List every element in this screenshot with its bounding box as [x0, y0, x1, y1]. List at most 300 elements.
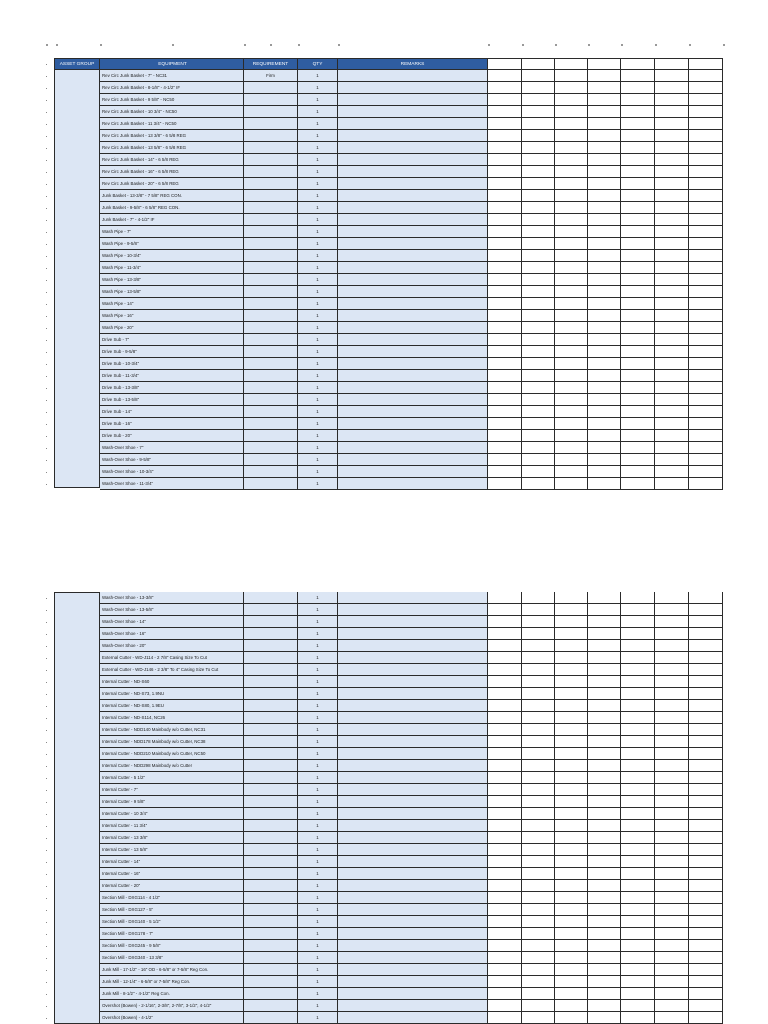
empty-cell[interactable]: [689, 676, 723, 688]
empty-cell[interactable]: [488, 322, 522, 334]
remarks-cell[interactable]: [338, 652, 488, 664]
empty-cell[interactable]: [689, 310, 723, 322]
requirement-cell[interactable]: [244, 1000, 298, 1012]
remarks-cell[interactable]: [338, 382, 488, 394]
empty-cell[interactable]: [588, 784, 621, 796]
qty-cell[interactable]: 1: [298, 616, 338, 628]
empty-cell[interactable]: [555, 988, 588, 1000]
empty-cell[interactable]: [655, 772, 689, 784]
empty-cell[interactable]: [522, 166, 555, 178]
empty-cell[interactable]: [621, 346, 655, 358]
empty-cell[interactable]: [655, 238, 689, 250]
remarks-cell[interactable]: [338, 1000, 488, 1012]
empty-cell[interactable]: [522, 712, 555, 724]
empty-cell[interactable]: [522, 988, 555, 1000]
remarks-cell[interactable]: [338, 394, 488, 406]
empty-cell[interactable]: [588, 796, 621, 808]
empty-cell[interactable]: [522, 892, 555, 904]
empty-cell[interactable]: [522, 190, 555, 202]
qty-cell[interactable]: 1: [298, 652, 338, 664]
qty-cell[interactable]: 1: [298, 940, 338, 952]
empty-cell[interactable]: [588, 358, 621, 370]
qty-cell[interactable]: 1: [298, 154, 338, 166]
empty-cell[interactable]: [555, 1000, 588, 1012]
qty-cell[interactable]: 1: [298, 928, 338, 940]
empty-cell[interactable]: [555, 250, 588, 262]
empty-cell[interactable]: [689, 796, 723, 808]
remarks-cell[interactable]: [338, 820, 488, 832]
empty-cell[interactable]: [655, 688, 689, 700]
qty-cell[interactable]: 1: [298, 190, 338, 202]
equipment-cell[interactable]: Internal Cutter - NDD178 Mainbody w/o Cutter, NC38: [100, 736, 244, 748]
empty-cell[interactable]: [655, 604, 689, 616]
empty-cell[interactable]: [621, 58, 655, 70]
qty-cell[interactable]: 1: [298, 772, 338, 784]
empty-cell[interactable]: [522, 478, 555, 490]
equipment-cell[interactable]: Internal Cutter - 13 5/8": [100, 844, 244, 856]
empty-cell[interactable]: [655, 748, 689, 760]
qty-cell[interactable]: 1: [298, 736, 338, 748]
empty-cell[interactable]: [555, 70, 588, 82]
empty-cell[interactable]: [689, 904, 723, 916]
empty-cell[interactable]: [655, 820, 689, 832]
empty-cell[interactable]: [621, 142, 655, 154]
empty-cell[interactable]: [522, 856, 555, 868]
empty-cell[interactable]: [488, 952, 522, 964]
requirement-cell[interactable]: [244, 868, 298, 880]
requirement-cell[interactable]: [244, 808, 298, 820]
remarks-cell[interactable]: [338, 736, 488, 748]
remarks-cell[interactable]: [338, 988, 488, 1000]
empty-cell[interactable]: [621, 94, 655, 106]
empty-cell[interactable]: [655, 952, 689, 964]
empty-cell[interactable]: [689, 58, 723, 70]
remarks-cell[interactable]: [338, 214, 488, 226]
remarks-cell[interactable]: [338, 238, 488, 250]
requirement-cell[interactable]: [244, 664, 298, 676]
empty-cell[interactable]: [588, 904, 621, 916]
empty-cell[interactable]: [689, 928, 723, 940]
empty-cell[interactable]: [689, 688, 723, 700]
empty-cell[interactable]: [588, 334, 621, 346]
empty-cell[interactable]: [522, 748, 555, 760]
empty-cell[interactable]: [488, 904, 522, 916]
remarks-cell[interactable]: [338, 940, 488, 952]
empty-cell[interactable]: [655, 154, 689, 166]
empty-cell[interactable]: [488, 142, 522, 154]
empty-cell[interactable]: [488, 796, 522, 808]
empty-cell[interactable]: [488, 688, 522, 700]
remarks-cell[interactable]: [338, 130, 488, 142]
equipment-cell[interactable]: Junk Mill - 17-1/2" - 16" OD - 6-5/8" or 7-5/8" Reg Con.: [100, 964, 244, 976]
empty-cell[interactable]: [689, 274, 723, 286]
empty-cell[interactable]: [555, 748, 588, 760]
empty-cell[interactable]: [621, 466, 655, 478]
empty-cell[interactable]: [689, 604, 723, 616]
empty-cell[interactable]: [621, 988, 655, 1000]
remarks-cell[interactable]: [338, 442, 488, 454]
empty-cell[interactable]: [588, 628, 621, 640]
empty-cell[interactable]: [655, 70, 689, 82]
empty-cell[interactable]: [555, 616, 588, 628]
empty-cell[interactable]: [655, 442, 689, 454]
empty-cell[interactable]: [655, 928, 689, 940]
empty-cell[interactable]: [588, 880, 621, 892]
empty-cell[interactable]: [621, 940, 655, 952]
requirement-cell[interactable]: [244, 844, 298, 856]
empty-cell[interactable]: [522, 262, 555, 274]
empty-cell[interactable]: [522, 952, 555, 964]
empty-cell[interactable]: [621, 322, 655, 334]
requirement-cell[interactable]: [244, 736, 298, 748]
empty-cell[interactable]: [588, 760, 621, 772]
empty-cell[interactable]: [488, 748, 522, 760]
empty-cell[interactable]: [621, 82, 655, 94]
empty-cell[interactable]: [655, 454, 689, 466]
empty-cell[interactable]: [621, 616, 655, 628]
requirement-cell[interactable]: [244, 430, 298, 442]
equipment-cell[interactable]: Internal Cutter - ND-S80, 1.9EU: [100, 700, 244, 712]
equipment-cell[interactable]: Internal Cutter - 13 3/8": [100, 832, 244, 844]
empty-cell[interactable]: [522, 820, 555, 832]
requirement-cell[interactable]: [244, 178, 298, 190]
empty-cell[interactable]: [689, 784, 723, 796]
remarks-cell[interactable]: [338, 772, 488, 784]
header-qty[interactable]: QTY: [298, 58, 338, 70]
empty-cell[interactable]: [689, 880, 723, 892]
empty-cell[interactable]: [689, 358, 723, 370]
empty-cell[interactable]: [588, 976, 621, 988]
empty-cell[interactable]: [588, 964, 621, 976]
empty-cell[interactable]: [555, 382, 588, 394]
empty-cell[interactable]: [555, 652, 588, 664]
empty-cell[interactable]: [522, 616, 555, 628]
empty-cell[interactable]: [621, 130, 655, 142]
empty-cell[interactable]: [522, 442, 555, 454]
empty-cell[interactable]: [555, 130, 588, 142]
qty-cell[interactable]: 1: [298, 106, 338, 118]
empty-cell[interactable]: [588, 250, 621, 262]
empty-cell[interactable]: [522, 250, 555, 262]
empty-cell[interactable]: [522, 358, 555, 370]
requirement-cell[interactable]: [244, 880, 298, 892]
empty-cell[interactable]: [588, 442, 621, 454]
remarks-cell[interactable]: [338, 976, 488, 988]
empty-cell[interactable]: [522, 238, 555, 250]
empty-cell[interactable]: [689, 844, 723, 856]
empty-cell[interactable]: [488, 430, 522, 442]
empty-cell[interactable]: [621, 238, 655, 250]
empty-cell[interactable]: [655, 430, 689, 442]
empty-cell[interactable]: [488, 712, 522, 724]
empty-cell[interactable]: [621, 190, 655, 202]
empty-cell[interactable]: [522, 808, 555, 820]
empty-cell[interactable]: [588, 142, 621, 154]
empty-cell[interactable]: [655, 394, 689, 406]
empty-cell[interactable]: [522, 652, 555, 664]
remarks-cell[interactable]: [338, 832, 488, 844]
empty-cell[interactable]: [522, 700, 555, 712]
header-requirement[interactable]: REQUIREMENT: [244, 58, 298, 70]
empty-cell[interactable]: [588, 664, 621, 676]
empty-cell[interactable]: [689, 964, 723, 976]
empty-cell[interactable]: [488, 736, 522, 748]
requirement-cell[interactable]: [244, 394, 298, 406]
empty-cell[interactable]: [621, 688, 655, 700]
qty-cell[interactable]: 1: [298, 214, 338, 226]
empty-cell[interactable]: [522, 676, 555, 688]
empty-cell[interactable]: [488, 964, 522, 976]
empty-cell[interactable]: [522, 70, 555, 82]
remarks-cell[interactable]: [338, 346, 488, 358]
qty-cell[interactable]: 1: [298, 760, 338, 772]
empty-cell[interactable]: [488, 880, 522, 892]
remarks-cell[interactable]: [338, 616, 488, 628]
empty-cell[interactable]: [555, 142, 588, 154]
empty-cell[interactable]: [588, 772, 621, 784]
empty-cell[interactable]: [689, 772, 723, 784]
empty-cell[interactable]: [588, 466, 621, 478]
empty-cell[interactable]: [488, 190, 522, 202]
empty-cell[interactable]: [588, 226, 621, 238]
remarks-cell[interactable]: [338, 466, 488, 478]
empty-cell[interactable]: [655, 1012, 689, 1024]
equipment-cell[interactable]: Drive Sub - 20": [100, 430, 244, 442]
empty-cell[interactable]: [621, 664, 655, 676]
qty-cell[interactable]: 1: [298, 988, 338, 1000]
empty-cell[interactable]: [488, 346, 522, 358]
empty-cell[interactable]: [555, 604, 588, 616]
equipment-cell[interactable]: Section Mill - DXG178 - 7": [100, 928, 244, 940]
empty-cell[interactable]: [522, 142, 555, 154]
empty-cell[interactable]: [621, 640, 655, 652]
equipment-cell[interactable]: Wash Pipe - 9-5/8": [100, 238, 244, 250]
empty-cell[interactable]: [555, 736, 588, 748]
equipment-cell[interactable]: Rev Circ Junk Basket - 8-1/8" - 4-1/2" IF: [100, 82, 244, 94]
requirement-cell[interactable]: [244, 370, 298, 382]
empty-cell[interactable]: [522, 784, 555, 796]
remarks-cell[interactable]: [338, 748, 488, 760]
empty-cell[interactable]: [689, 190, 723, 202]
empty-cell[interactable]: [555, 118, 588, 130]
empty-cell[interactable]: [621, 952, 655, 964]
qty-cell[interactable]: 1: [298, 322, 338, 334]
empty-cell[interactable]: [555, 322, 588, 334]
empty-cell[interactable]: [621, 334, 655, 346]
requirement-cell[interactable]: [244, 976, 298, 988]
empty-cell[interactable]: [621, 928, 655, 940]
empty-cell[interactable]: [488, 58, 522, 70]
empty-cell[interactable]: [655, 478, 689, 490]
remarks-cell[interactable]: [338, 700, 488, 712]
empty-cell[interactable]: [588, 418, 621, 430]
empty-cell[interactable]: [588, 286, 621, 298]
requirement-cell[interactable]: [244, 106, 298, 118]
empty-cell[interactable]: [689, 736, 723, 748]
qty-cell[interactable]: 1: [298, 892, 338, 904]
empty-cell[interactable]: [689, 346, 723, 358]
empty-cell[interactable]: [689, 406, 723, 418]
remarks-cell[interactable]: [338, 844, 488, 856]
empty-cell[interactable]: [488, 928, 522, 940]
empty-cell[interactable]: [588, 190, 621, 202]
empty-cell[interactable]: [555, 772, 588, 784]
requirement-cell[interactable]: [244, 298, 298, 310]
empty-cell[interactable]: [555, 976, 588, 988]
empty-cell[interactable]: [488, 988, 522, 1000]
qty-cell[interactable]: 1: [298, 844, 338, 856]
equipment-cell[interactable]: Drive Sub - 14": [100, 406, 244, 418]
empty-cell[interactable]: [689, 952, 723, 964]
empty-cell[interactable]: [488, 298, 522, 310]
empty-cell[interactable]: [655, 202, 689, 214]
requirement-cell[interactable]: [244, 202, 298, 214]
requirement-cell[interactable]: [244, 712, 298, 724]
equipment-cell[interactable]: Junk Basket - 13-3/8" - 7 5/8" REG CON.: [100, 190, 244, 202]
requirement-cell[interactable]: [244, 274, 298, 286]
empty-cell[interactable]: [488, 820, 522, 832]
empty-cell[interactable]: [655, 796, 689, 808]
requirement-cell[interactable]: [244, 382, 298, 394]
header-equipment[interactable]: EQUIPMENT: [100, 58, 244, 70]
remarks-cell[interactable]: [338, 808, 488, 820]
equipment-cell[interactable]: Wash Pipe - 7": [100, 226, 244, 238]
empty-cell[interactable]: [621, 178, 655, 190]
empty-cell[interactable]: [555, 808, 588, 820]
empty-cell[interactable]: [655, 736, 689, 748]
empty-cell[interactable]: [621, 592, 655, 604]
requirement-cell[interactable]: [244, 628, 298, 640]
empty-cell[interactable]: [655, 664, 689, 676]
empty-cell[interactable]: [555, 478, 588, 490]
empty-cell[interactable]: [621, 262, 655, 274]
equipment-cell[interactable]: Section Mill - DXG127 - 5": [100, 904, 244, 916]
empty-cell[interactable]: [488, 724, 522, 736]
qty-cell[interactable]: 1: [298, 358, 338, 370]
empty-cell[interactable]: [655, 346, 689, 358]
empty-cell[interactable]: [522, 58, 555, 70]
empty-cell[interactable]: [655, 382, 689, 394]
empty-cell[interactable]: [522, 940, 555, 952]
equipment-cell[interactable]: Drive Sub - 16": [100, 418, 244, 430]
equipment-cell[interactable]: Wash Pipe - 20": [100, 322, 244, 334]
requirement-cell[interactable]: [244, 616, 298, 628]
empty-cell[interactable]: [555, 760, 588, 772]
empty-cell[interactable]: [522, 322, 555, 334]
empty-cell[interactable]: [488, 892, 522, 904]
remarks-cell[interactable]: [338, 322, 488, 334]
remarks-cell[interactable]: [338, 418, 488, 430]
remarks-cell[interactable]: [338, 712, 488, 724]
empty-cell[interactable]: [655, 616, 689, 628]
empty-cell[interactable]: [689, 262, 723, 274]
remarks-cell[interactable]: [338, 964, 488, 976]
empty-cell[interactable]: [689, 202, 723, 214]
empty-cell[interactable]: [689, 976, 723, 988]
empty-cell[interactable]: [555, 940, 588, 952]
qty-cell[interactable]: 1: [298, 274, 338, 286]
empty-cell[interactable]: [522, 154, 555, 166]
equipment-cell[interactable]: Wash Pipe - 10-3/4": [100, 250, 244, 262]
empty-cell[interactable]: [689, 106, 723, 118]
empty-cell[interactable]: [655, 652, 689, 664]
empty-cell[interactable]: [689, 916, 723, 928]
empty-cell[interactable]: [555, 370, 588, 382]
empty-cell[interactable]: [522, 466, 555, 478]
remarks-cell[interactable]: [338, 94, 488, 106]
empty-cell[interactable]: [588, 262, 621, 274]
equipment-cell[interactable]: Internal Cutter - 11 3/4": [100, 820, 244, 832]
empty-cell[interactable]: [588, 988, 621, 1000]
empty-cell[interactable]: [555, 466, 588, 478]
remarks-cell[interactable]: [338, 796, 488, 808]
empty-cell[interactable]: [522, 382, 555, 394]
qty-cell[interactable]: 1: [298, 310, 338, 322]
empty-cell[interactable]: [488, 616, 522, 628]
requirement-cell[interactable]: [244, 964, 298, 976]
empty-cell[interactable]: [488, 178, 522, 190]
empty-cell[interactable]: [689, 988, 723, 1000]
empty-cell[interactable]: [621, 106, 655, 118]
qty-cell[interactable]: 1: [298, 688, 338, 700]
empty-cell[interactable]: [555, 832, 588, 844]
empty-cell[interactable]: [522, 928, 555, 940]
empty-cell[interactable]: [522, 916, 555, 928]
equipment-cell[interactable]: Wash-Over Shoe - 16": [100, 628, 244, 640]
qty-cell[interactable]: 1: [298, 964, 338, 976]
empty-cell[interactable]: [488, 604, 522, 616]
empty-cell[interactable]: [488, 844, 522, 856]
empty-cell[interactable]: [689, 1000, 723, 1012]
empty-cell[interactable]: [655, 916, 689, 928]
empty-cell[interactable]: [689, 322, 723, 334]
qty-cell[interactable]: 1: [298, 880, 338, 892]
empty-cell[interactable]: [588, 382, 621, 394]
empty-cell[interactable]: [689, 592, 723, 604]
empty-cell[interactable]: [555, 916, 588, 928]
empty-cell[interactable]: [555, 202, 588, 214]
remarks-cell[interactable]: [338, 604, 488, 616]
empty-cell[interactable]: [488, 832, 522, 844]
qty-cell[interactable]: 1: [298, 916, 338, 928]
empty-cell[interactable]: [522, 724, 555, 736]
empty-cell[interactable]: [689, 214, 723, 226]
empty-cell[interactable]: [655, 94, 689, 106]
empty-cell[interactable]: [588, 832, 621, 844]
requirement-cell[interactable]: [244, 796, 298, 808]
header-asset-group[interactable]: ASSET GROUP: [54, 58, 100, 70]
empty-cell[interactable]: [655, 298, 689, 310]
equipment-cell[interactable]: Wash-Over Shoe - 14": [100, 616, 244, 628]
empty-cell[interactable]: [522, 286, 555, 298]
empty-cell[interactable]: [655, 370, 689, 382]
empty-cell[interactable]: [522, 880, 555, 892]
empty-cell[interactable]: [555, 700, 588, 712]
equipment-cell[interactable]: Wash-Over Shoe - 13-3/8": [100, 592, 244, 604]
empty-cell[interactable]: [522, 346, 555, 358]
requirement-cell[interactable]: [244, 226, 298, 238]
qty-cell[interactable]: 1: [298, 952, 338, 964]
empty-cell[interactable]: [522, 976, 555, 988]
equipment-cell[interactable]: Rev Circ Junk Basket - 13 5/8" - 6 5/8 REG: [100, 142, 244, 154]
equipment-cell[interactable]: Drive Sub - 10-3/4": [100, 358, 244, 370]
empty-cell[interactable]: [588, 616, 621, 628]
empty-cell[interactable]: [689, 154, 723, 166]
requirement-cell[interactable]: [244, 640, 298, 652]
empty-cell[interactable]: [522, 94, 555, 106]
empty-cell[interactable]: [488, 262, 522, 274]
empty-cell[interactable]: [621, 892, 655, 904]
